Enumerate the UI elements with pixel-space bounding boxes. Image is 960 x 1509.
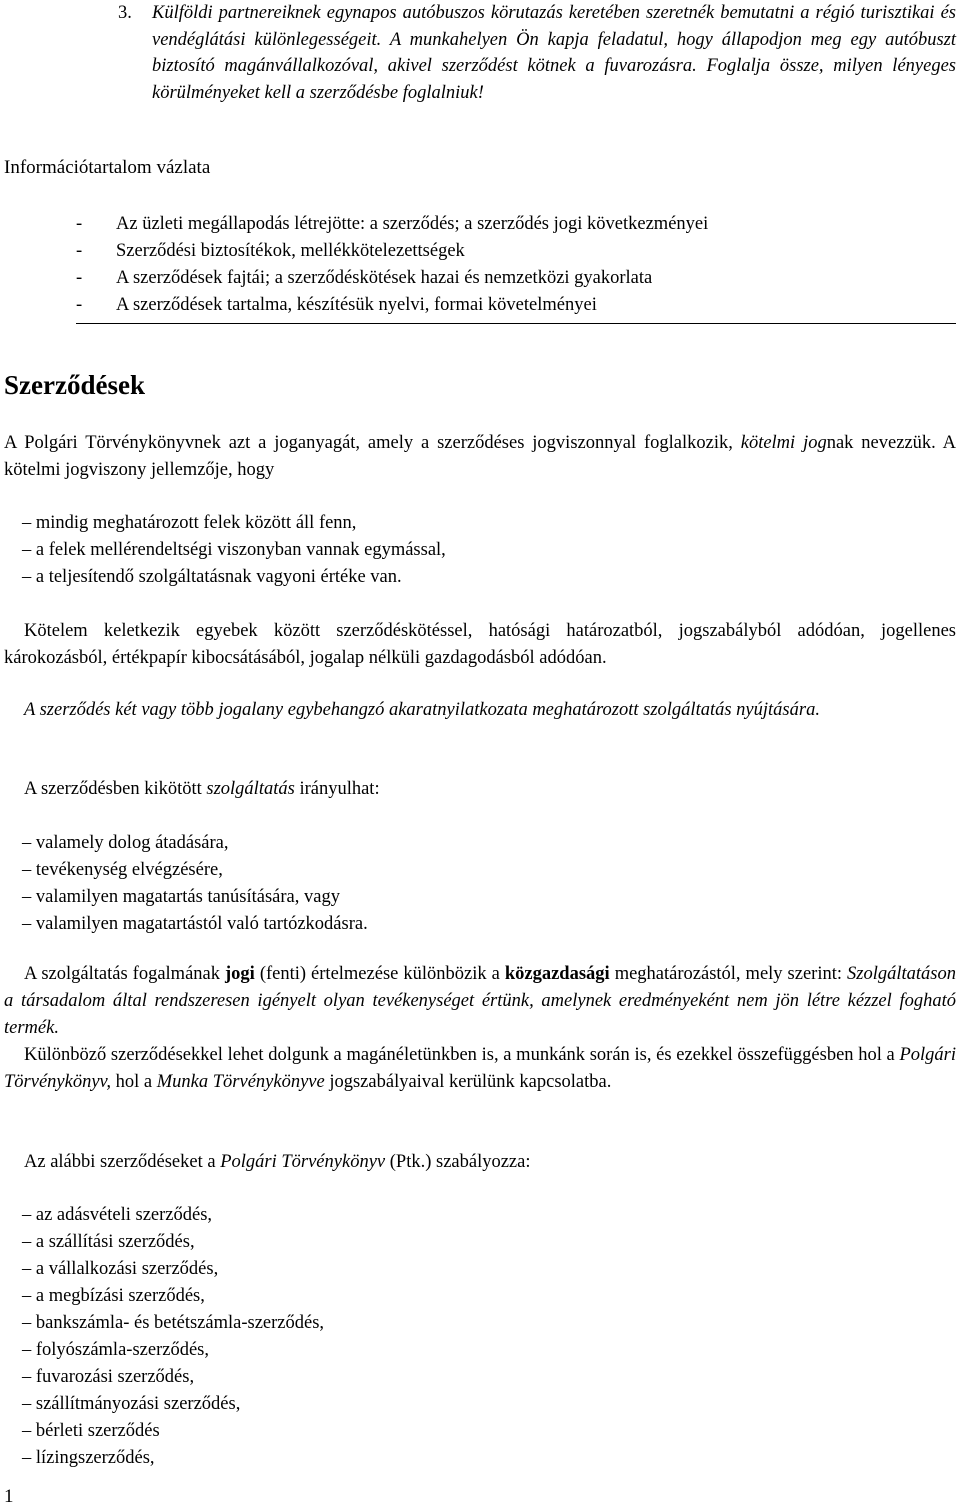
list-item: – bankszámla- és betétszámla-szerződés, [22,1313,325,1333]
paragraph-kotelem: Kötelem keletkezik egyebek között szerződéskötéssel, hatósági határozatból, jogszabályból adódóan, jogellenes károkozásból, értékpapír kibocsátásából, jogalap nélküli gazdagodásból adódóan. [4,621,956,668]
task-number: 3. [118,3,132,23]
paragraph-szolgaltatas-fogalma: A szolgáltatás fogalmának jogi (fenti) értelmezése különbözik a közgazdasági meghatározástól, mely szerint: Szolgáltatáson a társadalom által rendszeresen igényelt olyan tevékenységet értünk, amelynek eredményeként nem jön létre kézzel fogható termék. [4,964,956,1038]
task-text: Külföldi partnereiknek egynapos autóbuszos körutazás keretében szeretnék bemutatni a régió turisztikai és vendéglátási különlegességeit. A munkahelyen Ön kapja feladatul, hogy állapodjon meg egy autóbuszt biztosító magánvállalkozóval, akivel szerződést kötnek a fuvarozásra. Foglalja össze, milyen lényeges körülményeket kell a szerződésbe foglalniuk! [152,3,956,103]
paragraph-szolgaltatas: A szerződésben kikötött szolgáltatás irányulhat: [24,779,380,799]
list-item: – mindig meghatározott felek között áll fenn, [22,513,357,533]
list-item: – a felek mellérendeltségi viszonyban vannak egymással, [22,540,446,560]
list-item: – a teljesítendő szolgáltatásnak vagyoni értéke van. [22,567,402,587]
list-item: – szállítmányozási szerződés, [22,1394,241,1414]
list-item: – valamilyen magatartástól való tartózkodásra. [22,914,368,934]
page-number: 1 [4,1486,14,1507]
list-item: – az adásvételi szerződés, [22,1205,213,1225]
outline-item: - A szerződések fajtái; a szerződéskötések hazai és nemzetközi gyakorlata [76,268,653,288]
section-heading: Szerződések [4,370,145,400]
list-item: – lízingszerződés, [22,1448,155,1468]
task-paragraph [118,0,956,106]
outline-item: - A szerződések tartalma, készítésük nyelvi, formai követelményei [76,295,597,315]
outline-list [76,211,956,324]
list-szolgaltatas-iranya [22,830,368,938]
list-item: – a szállítási szerződés, [22,1232,195,1252]
paragraph-kotelmi-jog: A Polgári Törvénykönyvnek azt a joganyagát, amely a szerződéses jogviszonnyal foglalkozik, kötelmi jognak nevezzük. A kötelmi jogviszony jellemzője, hogy [4,433,957,480]
list-item: – tevékenység elvégzésére, [22,860,223,880]
list-item: – a megbízási szerződés, [22,1286,205,1306]
list-item: – valamilyen magatartás tanúsítására, vagy [22,887,340,907]
list-kotelmi-jellemzok [22,510,446,591]
list-item: – folyószámla-szerződés, [22,1340,209,1360]
list-item: – valamely dolog átadására, [22,833,229,853]
list-item: – bérleti szerződés [22,1421,160,1441]
paragraph-ptk-szerzodesek: Az alábbi szerződéseket a Polgári Törvénykönyv (Ptk.) szabályozza: [24,1152,531,1172]
list-item: – a vállalkozási szerződés, [22,1259,219,1279]
list-ptk-szerzodesek [22,1202,324,1472]
outline-item: - Szerződési biztosítékok, mellékkötelezettségek [76,241,465,261]
list-item: – fuvarozási szerződés, [22,1367,195,1387]
paragraph-szerzodes-definicio: A szerződés két vagy több jogalany egybehangzó akaratnyilatkozata meghatározott szolgáltatás nyújtására. [24,700,820,720]
outline-title: Információtartalom vázlata [4,157,211,178]
paragraph-kulonbozo-szerzodesek: Különböző szerződésekkel lehet dolgunk a magánéletünkben is, a munkánk során is, és ezekkel összefüggésben hol a Polgári Törvénykönyv, hol a Munka Törvénykönyve jogszabályaival kerülünk kapcsolatba. [4,1045,956,1092]
outline-item: - Az üzleti megállapodás létrejötte: a szerződés; a szerződés jogi következményei [76,214,709,234]
